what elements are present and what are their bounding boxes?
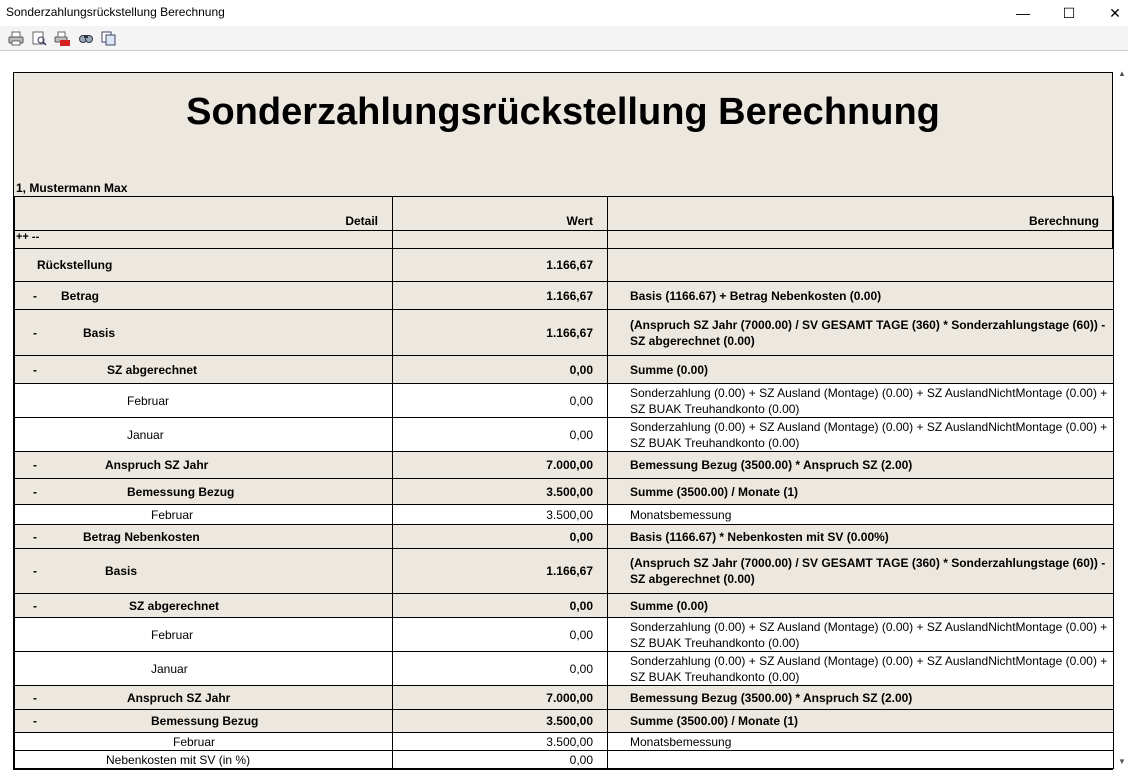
wert-cell: 0,00 (393, 384, 608, 418)
collapse-toggle[interactable]: - (33, 529, 37, 544)
detail-cell (15, 751, 393, 769)
berechnung-cell: (Anspruch SZ Jahr (7000.00) / SV GESAMT TAGE (360) * Sonderzahlungstage (60)) - SZ abgerechnet (0.00) (608, 310, 1114, 356)
berechnung-cell: Bemessung Bezug (3500.00) * Anspruch SZ (2.00) (608, 686, 1114, 710)
window-title: Sonderzahlungsrückstellung Berechnung (6, 5, 225, 19)
table-row[interactable] (15, 751, 1114, 769)
column-header-wert: Wert (393, 197, 608, 231)
table-row[interactable] (15, 618, 1114, 652)
wert-cell: 7.000,00 (393, 452, 608, 479)
report-header (14, 73, 1112, 196)
detail-cell (15, 282, 393, 310)
detail-label: Februar (173, 734, 216, 749)
detail-label: Betrag Nebenkosten (83, 529, 200, 544)
berechnung-cell: Sonderzahlung (0.00) + SZ Ausland (Montage) (0.00) + SZ AuslandNichtMontage (0.00) + SZ BUAK Treuhandkonto (0.00) (608, 652, 1114, 686)
table-row[interactable] (15, 505, 1114, 525)
report-viewport (0, 57, 1116, 777)
table-row[interactable] (15, 686, 1114, 710)
detail-label: Rückstellung (37, 258, 113, 272)
berechnung-cell: Sonderzahlung (0.00) + SZ Ausland (Montage) (0.00) + SZ AuslandNichtMontage (0.00) + SZ BUAK Treuhandkonto (0.00) (608, 418, 1114, 452)
find-icon[interactable] (77, 30, 95, 47)
detail-label: SZ abgerechnet (129, 598, 220, 613)
collapse-toggle[interactable]: - (33, 714, 37, 728)
employee-name: 1, Mustermann Max (16, 181, 128, 195)
window-titlebar (0, 0, 1128, 26)
table-row[interactable] (15, 652, 1114, 686)
expander-row (15, 231, 1114, 249)
table-row[interactable] (15, 249, 1114, 282)
wert-cell: 3.500,00 (393, 733, 608, 751)
table-row[interactable] (15, 418, 1114, 452)
detail-cell (15, 686, 393, 710)
wert-cell: 0,00 (393, 418, 608, 452)
berechnung-cell: Summe (0.00) (608, 594, 1114, 618)
detail-label: Basis (83, 325, 116, 340)
detail-label: Betrag (61, 288, 100, 303)
berechnung-cell: Summe (3500.00) / Monate (1) (608, 710, 1114, 733)
detail-label: Anspruch SZ Jahr (127, 690, 231, 705)
print-preview-icon[interactable] (30, 30, 48, 47)
detail-label: Januar (151, 661, 188, 676)
collapse-toggle[interactable]: - (33, 564, 37, 578)
wert-cell: 0,00 (393, 356, 608, 384)
column-header-detail: Detail (15, 197, 393, 231)
maximize-button[interactable]: ☐ (1062, 4, 1076, 21)
report-title: Sonderzahlungsrückstellung Berechnung (186, 91, 940, 133)
detail-cell (15, 452, 393, 479)
wert-cell: 0,00 (393, 751, 608, 769)
wert-cell: 3.500,00 (393, 505, 608, 525)
berechnung-cell: Sonderzahlung (0.00) + SZ Ausland (Montage) (0.00) + SZ AuslandNichtMontage (0.00) + SZ BUAK Treuhandkonto (0.00) (608, 618, 1114, 652)
detail-cell (15, 418, 393, 452)
pdf-icon[interactable] (53, 30, 71, 47)
collapse-toggle[interactable]: - (33, 484, 37, 499)
detail-cell (15, 310, 393, 356)
berechnung-cell: (Anspruch SZ Jahr (7000.00) / SV GESAMT TAGE (360) * Sonderzahlungstage (60)) - SZ abgerechnet (0.00) (608, 549, 1114, 594)
detail-cell (15, 618, 393, 652)
table-row[interactable] (15, 549, 1114, 594)
collapse-toggle[interactable]: - (33, 458, 37, 472)
detail-cell (15, 525, 393, 549)
detail-label: Anspruch SZ Jahr (105, 458, 209, 472)
detail-cell (15, 733, 393, 751)
detail-label: Basis (105, 564, 138, 578)
table-row[interactable] (15, 356, 1114, 384)
berechnung-cell: Monatsbemessung (608, 505, 1114, 525)
column-header-berechnung: Berechnung (608, 197, 1114, 231)
berechnung-cell: Summe (0.00) (608, 356, 1114, 384)
berechnung-cell (608, 751, 1114, 769)
wert-cell: 0,00 (393, 594, 608, 618)
copy-icon[interactable] (100, 30, 118, 47)
report (13, 72, 1113, 770)
detail-cell (15, 249, 393, 282)
toolbar (0, 26, 1128, 51)
scroll-down-icon[interactable]: ▼ (1118, 757, 1126, 766)
detail-cell (15, 594, 393, 618)
table-header-row (15, 197, 1114, 231)
wert-cell: 1.166,67 (393, 310, 608, 356)
berechnung-cell: Monatsbemessung (608, 733, 1114, 751)
table-row[interactable] (15, 525, 1114, 549)
detail-label: Februar (127, 393, 170, 408)
expand-collapse-toggle[interactable]: ++ -- (15, 231, 393, 249)
detail-cell (15, 710, 393, 733)
wert-cell: 0,00 (393, 618, 608, 652)
berechnung-cell: Basis (1166.67) * Nebenkosten mit SV (0.00%) (608, 525, 1114, 549)
collapse-toggle[interactable]: - (33, 690, 37, 705)
berechnung-cell: Sonderzahlung (0.00) + SZ Ausland (Montage) (0.00) + SZ AuslandNichtMontage (0.00) + SZ BUAK Treuhandkonto (0.00) (608, 384, 1114, 418)
collapse-toggle[interactable]: - (33, 288, 37, 303)
berechnung-cell: Basis (1166.67) + Betrag Nebenkosten (0.00) (608, 282, 1114, 310)
table-row[interactable] (15, 594, 1114, 618)
table-row[interactable] (15, 710, 1114, 733)
wert-cell: 1.166,67 (393, 282, 608, 310)
detail-label: Januar (127, 427, 164, 442)
wert-cell: 0,00 (393, 652, 608, 686)
collapse-toggle[interactable]: - (33, 325, 37, 340)
close-button[interactable]: ✕ (1109, 4, 1121, 21)
table-row[interactable] (15, 479, 1114, 505)
detail-label: Februar (151, 627, 194, 642)
detail-cell (15, 479, 393, 505)
detail-label: Bemessung Bezug (127, 484, 235, 499)
vertical-scrollbar[interactable] (1116, 57, 1128, 777)
berechnung-cell: Summe (3500.00) / Monate (1) (608, 479, 1114, 505)
scroll-up-icon[interactable]: ▲ (1118, 69, 1126, 78)
detail-cell (15, 652, 393, 686)
detail-label: Februar (151, 507, 194, 522)
wert-cell: 0,00 (393, 525, 608, 549)
table-row[interactable] (15, 384, 1114, 418)
berechnung-cell (608, 249, 1114, 282)
detail-cell (15, 384, 393, 418)
detail-label: Nebenkosten mit SV (in %) (106, 752, 251, 767)
wert-cell: 3.500,00 (393, 710, 608, 733)
wert-cell: 3.500,00 (393, 479, 608, 505)
table-row[interactable] (15, 310, 1114, 356)
detail-label: SZ abgerechnet (107, 362, 198, 377)
berechnung-cell: Bemessung Bezug (3500.00) * Anspruch SZ (2.00) (608, 452, 1114, 479)
collapse-toggle[interactable]: - (33, 598, 37, 613)
wert-cell: 7.000,00 (393, 686, 608, 710)
minimize-button[interactable]: — (1016, 5, 1030, 21)
report-table (14, 196, 1114, 769)
wert-cell: 1.166,67 (393, 249, 608, 282)
detail-cell (15, 505, 393, 525)
detail-cell (15, 549, 393, 594)
detail-label: Bemessung Bezug (151, 714, 259, 728)
detail-cell (15, 356, 393, 384)
collapse-toggle[interactable]: - (33, 362, 37, 377)
print-icon[interactable] (7, 30, 25, 47)
table-row[interactable] (15, 733, 1114, 751)
table-row[interactable] (15, 452, 1114, 479)
wert-cell: 1.166,67 (393, 549, 608, 594)
table-row[interactable] (15, 282, 1114, 310)
